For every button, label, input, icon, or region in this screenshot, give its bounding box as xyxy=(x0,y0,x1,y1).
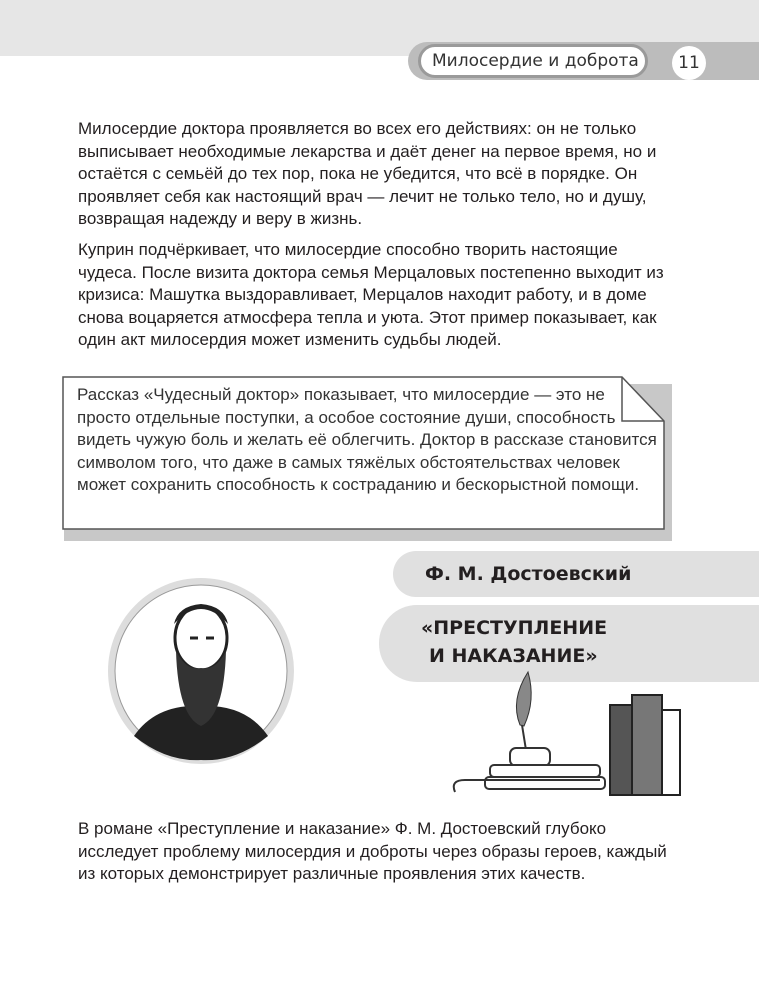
paragraph-2: Куприн подчёркивает, что милосердие способно творить настоящие чудеса. После визита доктора семья Мерцаловых постепенно выходит из кризиса: Машутка выздоравливает, Мерцалов находит работу, и в доме снова воцаряется атмосфера тепла и уюта. Этот пример показывает, как один акт милосердия может изменить судьбы людей. xyxy=(78,240,664,349)
note-text: Рассказ «Чудесный доктор» показывает, что милосердие — это не просто отдельные поступки, а особое состояние души, способность видеть чужую боль и желать её облегчить. Доктор в рассказе становится символом того, что даже в самых тяжёлых обстоятельствах человек может сохранить способность к состраданию и бескорыстной помощи. xyxy=(77,385,657,494)
note-box xyxy=(62,376,665,530)
dostoevsky-portrait xyxy=(106,576,296,766)
work-title-line-2: И НАКАЗАНИЕ» xyxy=(429,645,598,667)
page-number: 11 xyxy=(672,46,706,80)
books-quill-illustration xyxy=(450,670,700,800)
work-title-line-1: «ПРЕСТУПЛЕНИЕ xyxy=(421,617,608,639)
paragraph-1: Милосердие доктора проявляется во всех его действиях: он не только выписывает необходимые лекарства и даёт денег на первое время, но и остаётся с семьёй до тех пор, пока не убедится, что всё в порядке. Он проявляет себя как настоящий врач — лечит не только тело, но и душу, возвращая надежду и веру в жизнь. xyxy=(78,119,657,228)
closing-paragraph: В романе «Преступление и наказание» Ф. М. Достоевский глубоко исследует проблему милосердия и доброты через образы героев, каждый из которых демонстрирует различные проявления этих качеств. xyxy=(78,819,667,883)
author-heading: Ф. М. Достоевский xyxy=(393,551,759,597)
section-title: Милосердие и доброта xyxy=(418,44,648,78)
